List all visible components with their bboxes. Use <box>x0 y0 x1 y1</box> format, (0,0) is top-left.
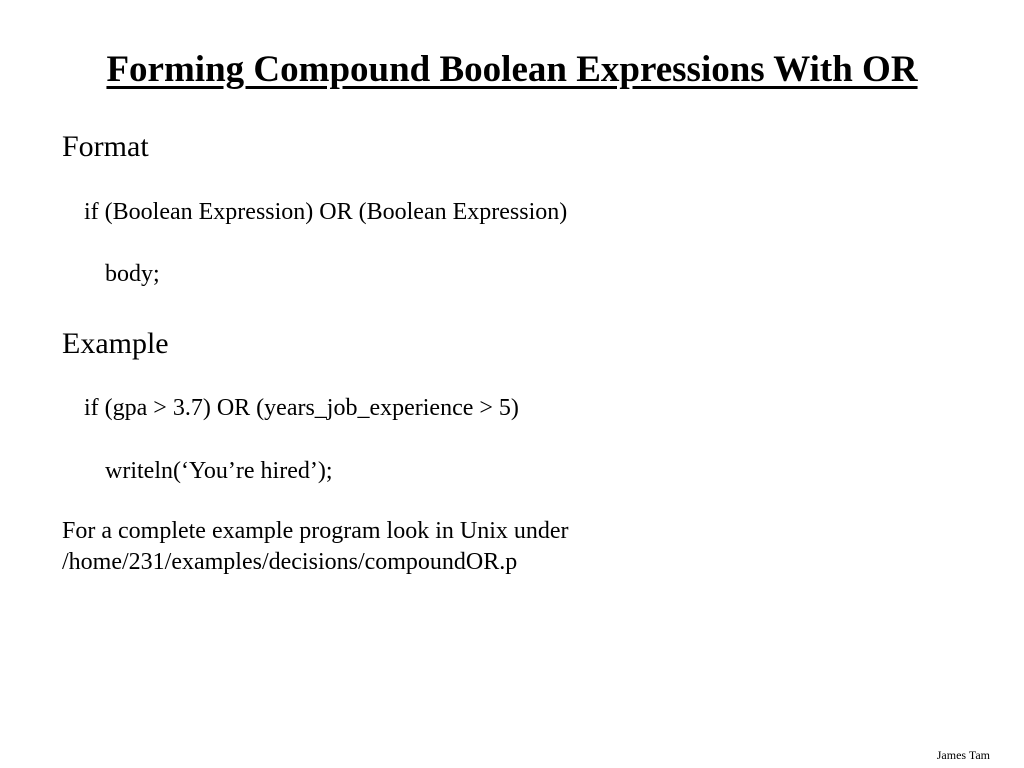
format-if-line: if (Boolean Expression) OR (Boolean Expression) <box>84 199 568 225</box>
example-location-note <box>62 516 569 578</box>
note-line-1: For a complete example program look in Unix under <box>62 518 569 544</box>
example-body-line: writeln(‘You’re hired’); <box>105 458 333 484</box>
example-if-line: if (gpa > 3.7) OR (years_job_experience > 5) <box>84 395 519 421</box>
format-heading: Format <box>62 130 149 163</box>
example-heading: Example <box>62 327 169 360</box>
author-footer: James Tam <box>936 748 990 762</box>
slide-title: Forming Compound Boolean Expressions With OR <box>106 49 918 90</box>
note-file-path: /home/231/examples/decisions/compoundOR.p <box>62 549 518 575</box>
format-body-line: body; <box>105 261 160 287</box>
